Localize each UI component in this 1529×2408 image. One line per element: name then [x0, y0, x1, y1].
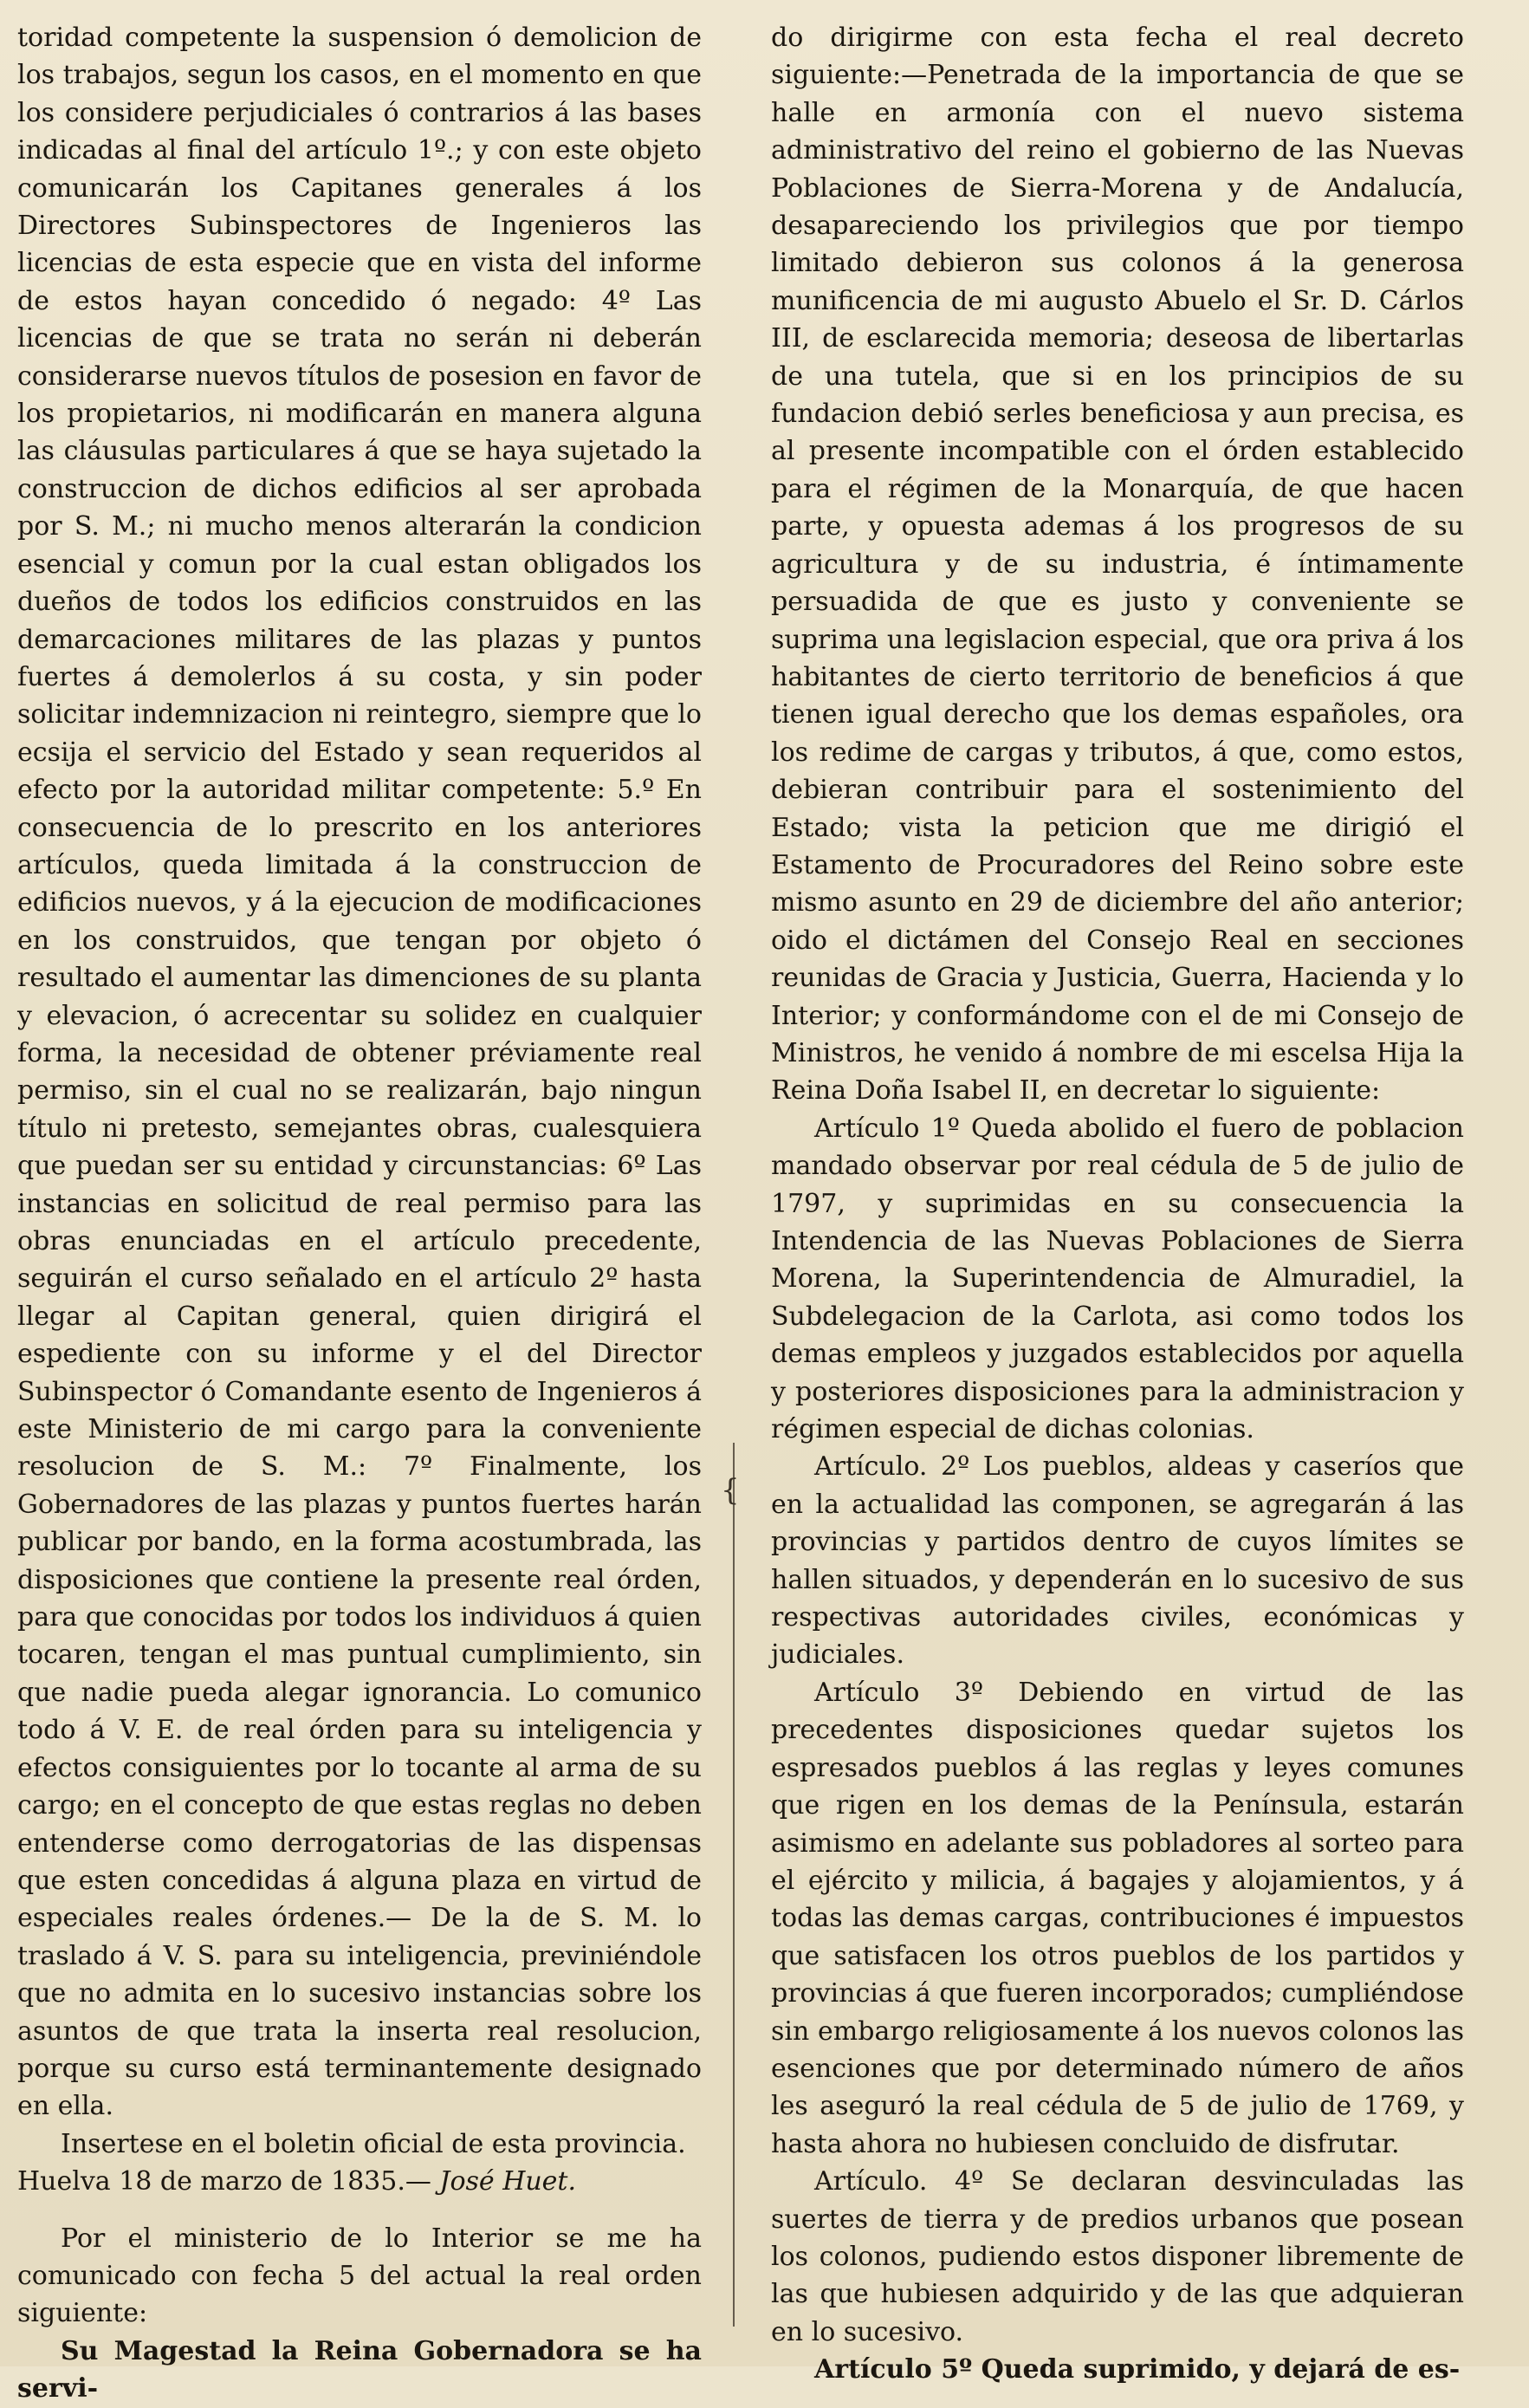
column-divider — [733, 1443, 735, 2327]
ministry-intro: Por el ministerio de lo Interior se me ha comunicado con fecha 5 del actual la real orden siguiente: — [17, 2223, 702, 2329]
decree-opening: Su Magestad la Reina Gobernadora se ha servi- — [17, 2335, 702, 2405]
place-date: Huelva 18 de marzo de 1835.— — [17, 2166, 431, 2197]
article-3: Artículo 3º Debiendo en virtud de las precedentes disposiciones quedar sujetos los espresados pueblos á las reglas y leyes comunes que rigen en los demas de la Península, estarán asimismo en adelante sus pobladores al sorteo para el ejército y milicia, á bagajes y alojamientos, y á todas las demas cargas, contribuciones é impuestos que satisfacen los otros pueblos de los partidos y provincias á que fueren incorporados; cumpliéndose sin embargo religiosamente á los nuevos colonos las esenciones que por determinado número de años les aseguró la real cédula de 5 de julio de 1769, y hasta ahora no hubiesen concluido de disfrutar. — [771, 1677, 1464, 2159]
place-date-signature — [17, 2163, 702, 2200]
signature: José Huet. — [439, 2166, 577, 2197]
article-4: Artículo. 4º Se declaran desvinculadas las suertes de tierra y de predios urbanos que posean los colonos, pudiendo estos disponer libremente de las que hubiesen adquirido y de las que adquieran en lo sucesivo. — [771, 2166, 1464, 2347]
left-column — [17, 19, 702, 2408]
decree-preamble: do dirigirme con esta fecha el real decreto siguiente:—Penetrada de la importancia de que se halle en armonía con el nuevo sistema administrativo del reino el gobierno de las Nuevas Poblaciones de Sierra-Morena y de Andalucía, desapareciendo los privilegios que por tiempo limitado debieron sus colonos á la generosa munificencia de mi augusto Abuelo el Sr. D. Cárlos III, de esclarecida memoria; deseosa de libertarlas de una tutela, que si en los principios de su fundacion debió serles beneficiosa y aun precisa, es al presente incompatible con el órden establecido para el régimen de la Monarquía, de que hacen parte, y opuesta ademas á los progresos de su agricultura y de su industria, é íntimamente persuadida de que es justo y conveniente se suprima una legislacion especial, que ora priva á los habitantes de cierto territorio de beneficios á que tienen igual derecho que los demas españoles, ora los redime de cargas y tributos, á que, como estos, debieran contribuir para el sostenimiento del Estado; vista la peticion que me dirigió el Estamento de Procuradores del Reino sobre este mismo asunto en 29 de diciembre del año anterior; oido el dictámen del Consejo Real en secciones reunidas de Gracia y Justicia, Guerra, Hacienda y lo Interior; y conformándome con el de mi Consejo de Ministros, he venido á nombre de mi escelsa Hija la Reina Doña Isabel II, en decretar lo siguiente: — [771, 23, 1464, 1107]
article-2: Artículo. 2º Los pueblos, aldeas y caseríos que en la actualidad las componen, se agregarán á las provincias y partidos dentro de cuyos límites se hallen situados, y dependerán en lo sucesivo de sus respectivas autoridades civiles, económicas y judiciales. — [771, 1451, 1464, 1671]
right-column — [771, 19, 1464, 2389]
insertion-notice: Insertese en el boletin oficial de esta provincia. — [61, 2128, 686, 2159]
left-paragraph-continued: toridad competente la suspension ó demolicion de los trabajos, segun los casos, en el momento en que los considere perjudiciales ó contrarios á las bases indicadas al final del artículo 1º.; y con este objeto comunicarán los Capitanes generales á los Directores Subinspectores de Ingenieros las licencias de esta especie que en vista del informe de estos hayan concedido ó negado: 4º Las licencias de que se trata no serán ni deberán considerarse nuevos títulos de posesion en favor de los propietarios, ni modificarán en manera alguna las cláusulas particulares á que se haya sujetado la construccion de dichos edificios al ser aprobada por S. M.; ni mucho menos alterarán la condicion esencial y comun por la cual estan obligados los dueños de todos los edificios construidos en las demarcaciones militares de las plazas y puntos fuertes á demolerlos á su costa, y sin poder solicitar indemnizacion ni reintegro, siempre que lo ecsija el servicio del Estado y sean requeridos al efecto por la autoridad militar competente: 5.º En consecuencia de lo prescrito en los anteriores artículos, queda limitada á la construccion de edificios nuevos, y á la ejecucion de modificaciones en los construidos, que tengan por objeto ó resultado el aumentar las dimenciones de su planta y elevacion, ó acrecentar su solidez en cualquier forma, la necesidad de obtener préviamente real permiso, sin el cual no se realizarán, bajo ningun título ni pretesto, semejantes obras, cualesquiera que puedan ser su entidad y circunstancias: 6º Las instancias en solicitud de real permiso para las obras enunciadas en el artículo precedente, seguirán el curso señalado en el artículo 2º hasta llegar al Capitan general, quien dirigirá el espediente con su informe y el del Director Subinspector ó Comandante esento de Ingenieros á este Ministerio de mi cargo para la conveniente resolucion de S. M.: 7º Finalmente, los Gobernadores de las plazas y puntos fuertes harán publicar por bando, en la forma acostumbrada, las disposiciones que contiene la presente real órden, para que conocidas por todos los individuos á quien tocaren, tengan el mas puntual cumplimiento, sin que nadie pueda alegar ignorancia. Lo comunico todo á V. E. de real órden para su inteligencia y efectos consiguientes por lo tocante al arma de su cargo; en el concepto de que estas reglas no deben entenderse como derrogatorias de las dispensas que esten concedidas á alguna plaza en virtud de especiales reales órdenes.— De la de S. M. lo traslado á V. S. para su inteligencia, previniéndole que no admita en lo sucesivo instancias sobre los asuntos de que trata la inserta real resolucion, porque su curso está terminantemente designado en ella. — [17, 23, 702, 2122]
article-1: Artículo 1º Queda abolido el fuero de poblacion mandado observar por real cédula de 5 de julio de 1797, y suprimidas en su consecuencia la Intendencia de las Nuevas Poblaciones de Sierra Morena, la Superintendencia de Almuradiel, la Subdelegacion de la Carlota, asi como todos los demas empleos y juzgados establecidos por aquella y posteriores disposiciones para la administracion y régimen especial de dichas colonias. — [771, 1113, 1464, 1445]
column-bracket: { — [721, 1473, 740, 1508]
article-5: Artículo 5º Queda suprimido, y dejará de es- — [814, 2354, 1461, 2385]
